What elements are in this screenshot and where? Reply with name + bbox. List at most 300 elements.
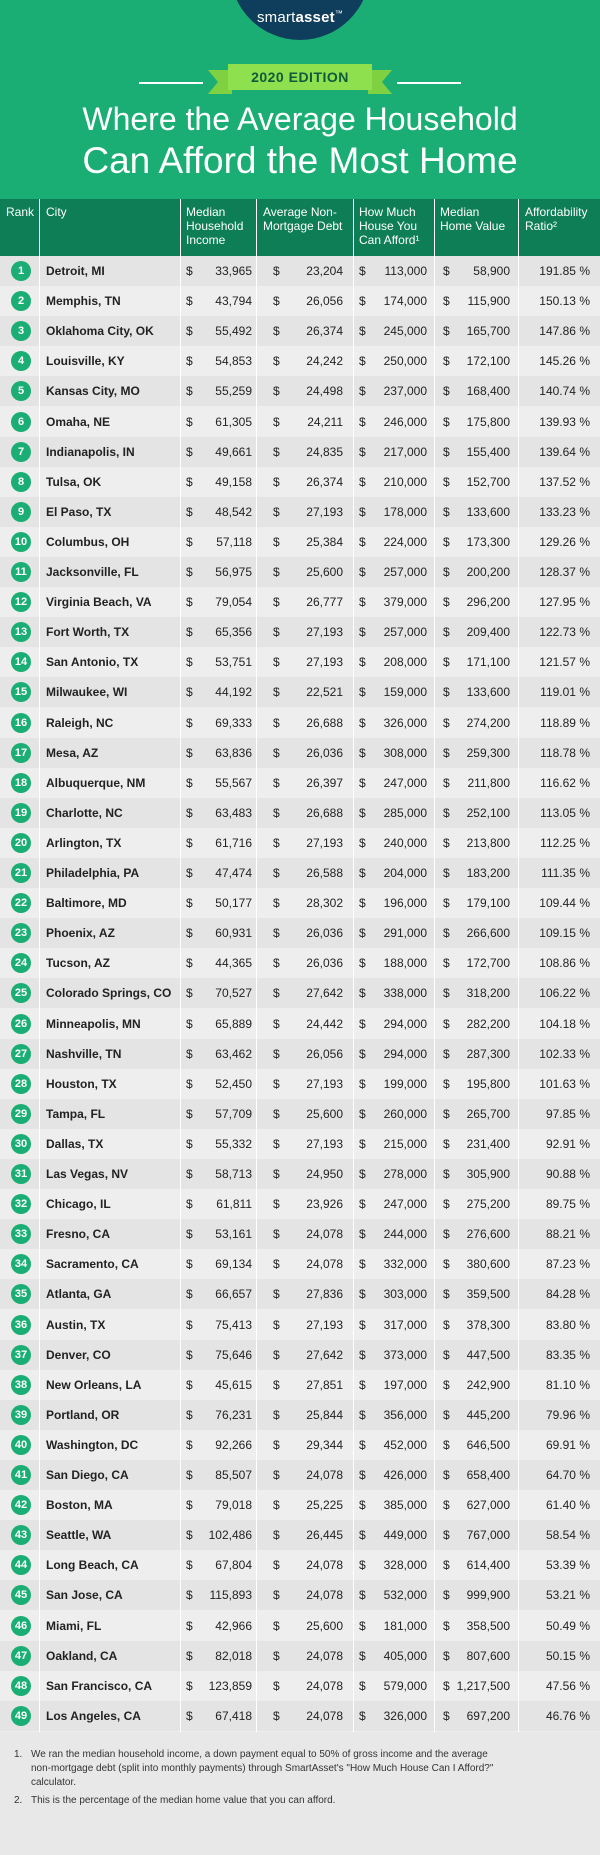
income-currency-symbol: $ xyxy=(186,1016,193,1031)
afford-currency-symbol: $ xyxy=(359,595,366,610)
table-row xyxy=(0,1430,600,1460)
table-row xyxy=(0,467,600,497)
affordability-ratio-value: 53.39 % xyxy=(545,1558,590,1573)
afford-currency-symbol: $ xyxy=(359,1558,366,1573)
home-value-value: 627,000 xyxy=(466,1498,510,1513)
rank-badge: 13 xyxy=(11,622,31,642)
affordability-ratio-value: 88.21 % xyxy=(545,1227,590,1242)
column-divider xyxy=(518,199,519,1732)
income-value: 63,836 xyxy=(215,745,252,760)
debt-currency-symbol: $ xyxy=(273,1468,280,1482)
column-divider xyxy=(39,199,40,1732)
home-value-currency-symbol: $ xyxy=(443,294,450,309)
debt-currency-symbol: $ xyxy=(273,1618,280,1633)
home-value-currency-symbol: $ xyxy=(443,1317,450,1332)
home-value-currency-symbol: $ xyxy=(443,1558,450,1573)
income-value: 55,332 xyxy=(215,1136,252,1151)
city-name: San Jose, CA xyxy=(46,1588,123,1603)
home-value-currency-symbol: $ xyxy=(443,1046,450,1061)
home-value-currency-symbol: $ xyxy=(443,474,450,489)
afford-currency-symbol: $ xyxy=(359,715,366,730)
table-row xyxy=(0,1129,600,1159)
city-name: Albuquerque, NM xyxy=(46,775,146,790)
table-row xyxy=(0,948,600,978)
income-currency-symbol: $ xyxy=(186,354,193,369)
income-value: 61,716 xyxy=(215,835,252,850)
debt-currency-symbol: $ xyxy=(273,1136,280,1151)
debt-currency-symbol: $ xyxy=(273,1167,280,1181)
afford-currency-symbol: $ xyxy=(359,1076,366,1091)
affordability-ratio-value: 118.78 % xyxy=(540,745,590,760)
city-name: Fresno, CA xyxy=(46,1227,111,1242)
afford-value: 332,000 xyxy=(383,1257,427,1272)
afford-currency-symbol: $ xyxy=(359,1167,366,1181)
rank-badge: 37 xyxy=(11,1345,31,1365)
debt-value: 26,445 xyxy=(306,1528,343,1543)
income-value: 85,507 xyxy=(215,1468,252,1482)
home-value-value: 266,600 xyxy=(466,926,510,941)
home-value-value: 358,500 xyxy=(466,1618,510,1633)
afford-value: 208,000 xyxy=(383,655,427,670)
afford-value: 285,000 xyxy=(383,805,427,820)
debt-currency-symbol: $ xyxy=(273,294,280,309)
afford-value: 317,000 xyxy=(383,1317,427,1332)
debt-currency-symbol: $ xyxy=(273,504,280,519)
income-value: 75,646 xyxy=(215,1347,252,1362)
afford-currency-symbol: $ xyxy=(359,384,366,399)
rank-badge: 41 xyxy=(11,1465,31,1485)
city-name: Portland, OR xyxy=(46,1407,120,1422)
debt-currency-symbol: $ xyxy=(273,1588,280,1603)
home-value-value: 378,300 xyxy=(466,1317,510,1332)
affordability-ratio-value: 109.44 % xyxy=(539,896,590,911)
debt-currency-symbol: $ xyxy=(273,805,280,820)
debt-value: 26,374 xyxy=(306,324,343,339)
income-currency-symbol: $ xyxy=(186,715,193,730)
income-value: 44,192 xyxy=(215,685,252,700)
home-value-currency-symbol: $ xyxy=(443,1136,450,1151)
afford-value: 452,000 xyxy=(383,1437,427,1452)
debt-value: 29,344 xyxy=(306,1437,343,1452)
affordability-ratio-value: 89.75 % xyxy=(545,1197,590,1212)
debt-currency-symbol: $ xyxy=(273,926,280,941)
home-value-value: 172,100 xyxy=(466,354,510,369)
income-value: 60,931 xyxy=(215,926,252,941)
rank-badge: 15 xyxy=(11,682,31,702)
header-banner xyxy=(0,0,600,199)
income-value: 102,486 xyxy=(208,1528,252,1543)
city-name: Baltimore, MD xyxy=(46,896,127,911)
rank-badge: 46 xyxy=(11,1616,31,1636)
afford-value: 215,000 xyxy=(383,1136,427,1151)
debt-currency-symbol: $ xyxy=(273,1227,280,1242)
income-currency-symbol: $ xyxy=(186,1437,193,1452)
afford-value: 294,000 xyxy=(383,1046,427,1061)
income-value: 79,018 xyxy=(215,1498,252,1513)
affordability-ratio-value: 84.28 % xyxy=(545,1287,590,1302)
afford-currency-symbol: $ xyxy=(359,775,366,790)
footnote-1-line-3: calculator. xyxy=(31,1777,77,1788)
afford-value: 326,000 xyxy=(383,715,427,730)
income-value: 56,975 xyxy=(215,565,252,579)
afford-value: 328,000 xyxy=(383,1558,427,1573)
rank-badge: 7 xyxy=(11,442,31,462)
debt-value: 26,056 xyxy=(306,1046,343,1061)
affordability-ratio-value: 101.63 % xyxy=(539,1076,590,1091)
table-row xyxy=(0,828,600,858)
income-currency-symbol: $ xyxy=(186,384,193,399)
afford-currency-symbol: $ xyxy=(359,1377,366,1392)
home-value-currency-symbol: $ xyxy=(443,1197,450,1212)
table-row xyxy=(0,346,600,376)
table-row xyxy=(0,527,600,557)
income-currency-symbol: $ xyxy=(186,264,193,278)
home-value-value: 274,200 xyxy=(466,715,510,730)
home-value-currency-symbol: $ xyxy=(443,745,450,760)
rank-badge: 30 xyxy=(11,1134,31,1154)
afford-value: 257,000 xyxy=(383,565,427,579)
home-value-currency-symbol: $ xyxy=(443,1076,450,1091)
afford-value: 426,000 xyxy=(383,1468,427,1482)
afford-currency-symbol: $ xyxy=(359,474,366,489)
afford-currency-symbol: $ xyxy=(359,1046,366,1061)
debt-value: 24,078 xyxy=(306,1678,343,1693)
income-currency-symbol: $ xyxy=(186,565,193,579)
affordability-ratio-value: 121.57 % xyxy=(539,655,590,670)
afford-value: 197,000 xyxy=(383,1377,427,1392)
income-currency-symbol: $ xyxy=(186,1227,193,1242)
home-value-value: 200,200 xyxy=(466,565,510,579)
home-value-value: 445,200 xyxy=(466,1407,510,1422)
footnotes xyxy=(0,1732,600,1855)
city-name: Indianapolis, IN xyxy=(46,444,135,459)
table-row xyxy=(0,1400,600,1430)
city-name: Tucson, AZ xyxy=(46,956,110,971)
logo-text-bold: asset xyxy=(295,9,335,26)
debt-value: 27,193 xyxy=(306,1317,343,1332)
debt-value: 25,600 xyxy=(306,1618,343,1633)
rank-badge: 11 xyxy=(11,562,31,582)
affordability-ratio-value: 106.22 % xyxy=(539,986,590,1001)
debt-currency-symbol: $ xyxy=(273,1046,280,1061)
debt-currency-symbol: $ xyxy=(273,1528,280,1543)
affordability-ratio-value: 119.01 % xyxy=(540,685,590,700)
afford-value: 246,000 xyxy=(383,414,427,429)
afford-value: 245,000 xyxy=(383,324,427,339)
home-value-value: 658,400 xyxy=(466,1468,510,1482)
table-row xyxy=(0,798,600,828)
income-currency-symbol: $ xyxy=(186,1678,193,1693)
affordability-ratio-value: 47.56 % xyxy=(545,1678,590,1693)
debt-value: 24,211 xyxy=(307,414,343,429)
rank-badge: 36 xyxy=(11,1315,31,1335)
afford-currency-symbol: $ xyxy=(359,1708,366,1723)
city-name: Austin, TX xyxy=(46,1317,106,1332)
income-currency-symbol: $ xyxy=(186,896,193,911)
income-currency-symbol: $ xyxy=(186,1648,193,1663)
income-value: 63,483 xyxy=(215,805,252,820)
smartasset-logo xyxy=(230,9,370,26)
debt-currency-symbol: $ xyxy=(273,414,280,429)
rank-badge: 16 xyxy=(11,713,31,733)
city-name: Long Beach, CA xyxy=(46,1558,139,1573)
income-currency-symbol: $ xyxy=(186,534,193,549)
afford-value: 250,000 xyxy=(383,354,427,369)
debt-currency-symbol: $ xyxy=(273,1648,280,1663)
rank-badge: 21 xyxy=(11,863,31,883)
rank-badge: 39 xyxy=(11,1405,31,1425)
column-divider xyxy=(256,199,257,1732)
afford-currency-symbol: $ xyxy=(359,354,366,369)
income-currency-symbol: $ xyxy=(186,1407,193,1422)
column-divider xyxy=(180,199,181,1732)
income-value: 50,177 xyxy=(215,896,252,911)
rank-badge: 10 xyxy=(11,532,31,552)
rank-badge: 42 xyxy=(11,1495,31,1515)
income-value: 55,567 xyxy=(215,775,252,790)
debt-currency-symbol: $ xyxy=(273,775,280,790)
income-value: 123,859 xyxy=(208,1678,252,1693)
affordability-ratio-value: 79.96 % xyxy=(545,1407,590,1422)
rank-badge: 14 xyxy=(11,652,31,672)
city-name: Virginia Beach, VA xyxy=(46,595,152,610)
afford-currency-symbol: $ xyxy=(359,805,366,820)
table-row xyxy=(0,286,600,316)
home-value-currency-symbol: $ xyxy=(443,1648,450,1663)
affordability-ratio-value: 61.40 % xyxy=(545,1498,590,1513)
debt-value: 27,836 xyxy=(306,1287,343,1302)
home-value-value: 999,900 xyxy=(466,1588,510,1603)
home-value-currency-symbol: $ xyxy=(443,1708,450,1723)
affordability-ratio-value: 50.49 % xyxy=(545,1618,590,1633)
income-currency-symbol: $ xyxy=(186,324,193,339)
debt-currency-symbol: $ xyxy=(273,1708,280,1723)
table-row xyxy=(0,738,600,768)
affordability-ratio-value: 108.86 % xyxy=(539,956,590,971)
rank-badge: 33 xyxy=(11,1224,31,1244)
affordability-ratio-value: 109.15 % xyxy=(539,926,590,941)
income-currency-symbol: $ xyxy=(186,926,193,941)
city-name: Omaha, NE xyxy=(46,414,111,429)
home-value-currency-symbol: $ xyxy=(443,805,450,820)
afford-value: 240,000 xyxy=(383,835,427,850)
footnote-2-number: 2. xyxy=(14,1795,23,1806)
rank-badge: 1 xyxy=(11,261,31,281)
affordability-ratio-value: 128.37 % xyxy=(539,565,590,579)
affordability-ratio-value: 113.05 % xyxy=(540,805,590,820)
home-value-value: 209,400 xyxy=(466,625,510,640)
afford-value: 247,000 xyxy=(383,1197,427,1212)
income-currency-symbol: $ xyxy=(186,1317,193,1332)
home-value-value: 252,100 xyxy=(466,805,510,820)
rank-badge: 5 xyxy=(11,381,31,401)
afford-value: 449,000 xyxy=(383,1528,427,1543)
income-value: 53,161 xyxy=(215,1227,252,1242)
city-name: Boston, MA xyxy=(46,1498,113,1513)
home-value-value: 767,000 xyxy=(466,1528,510,1543)
table-row xyxy=(0,1340,600,1370)
home-value-currency-symbol: $ xyxy=(443,1377,450,1392)
table-row xyxy=(0,1310,600,1340)
affordability-ratio-value: 150.13 % xyxy=(539,294,590,309)
home-value-currency-symbol: $ xyxy=(443,655,450,670)
affordability-ratio-value: 111.35 % xyxy=(541,866,590,880)
city-name: Oakland, CA xyxy=(46,1648,118,1663)
debt-value: 26,688 xyxy=(306,715,343,730)
affordability-ratio-value: 87.23 % xyxy=(545,1257,590,1272)
affordability-ratio-value: 118.89 % xyxy=(540,715,590,730)
debt-value: 25,225 xyxy=(306,1498,343,1513)
afford-currency-symbol: $ xyxy=(359,986,366,1001)
afford-currency-symbol: $ xyxy=(359,685,366,700)
home-value-currency-symbol: $ xyxy=(443,775,450,790)
home-value-value: 296,200 xyxy=(466,595,510,610)
afford-currency-symbol: $ xyxy=(359,625,366,640)
income-currency-symbol: $ xyxy=(186,805,193,820)
debt-value: 27,851 xyxy=(306,1377,343,1392)
table-row xyxy=(0,1580,600,1610)
debt-currency-symbol: $ xyxy=(273,1287,280,1302)
table-row xyxy=(0,1069,600,1099)
afford-currency-symbol: $ xyxy=(359,1106,366,1121)
afford-currency-symbol: $ xyxy=(359,534,366,549)
rank-badge: 23 xyxy=(11,923,31,943)
rank-badge: 25 xyxy=(11,983,31,1003)
city-name: Tulsa, OK xyxy=(46,474,102,489)
affordability-ratio-value: 50.15 % xyxy=(545,1648,590,1663)
debt-currency-symbol: $ xyxy=(273,354,280,369)
city-name: Columbus, OH xyxy=(46,534,130,549)
home-value-currency-symbol: $ xyxy=(443,1618,450,1633)
afford-value: 199,000 xyxy=(383,1076,427,1091)
income-value: 52,450 xyxy=(215,1076,252,1091)
debt-currency-symbol: $ xyxy=(273,835,280,850)
affordability-ratio-value: 145.26 % xyxy=(539,354,590,369)
city-name: Mesa, AZ xyxy=(46,745,99,760)
affordability-ratio-value: 64.70 % xyxy=(545,1468,590,1482)
afford-value: 278,000 xyxy=(383,1167,427,1181)
city-name: Louisville, KY xyxy=(46,354,125,369)
footnote-1-number: 1. xyxy=(14,1749,23,1760)
city-name: Memphis, TN xyxy=(46,294,121,309)
afford-value: 174,000 xyxy=(383,294,427,309)
table-row xyxy=(0,1189,600,1219)
afford-currency-symbol: $ xyxy=(359,1588,366,1603)
home-value-value: 807,600 xyxy=(466,1648,510,1663)
table-row xyxy=(0,1520,600,1550)
rank-badge: 40 xyxy=(11,1435,31,1455)
debt-currency-symbol: $ xyxy=(273,625,280,640)
debt-value: 26,036 xyxy=(306,956,343,971)
affordability-ratio-value: 191.85 % xyxy=(539,264,590,278)
debt-value: 27,642 xyxy=(306,1347,343,1362)
home-value-value: 276,600 xyxy=(466,1227,510,1242)
income-value: 75,413 xyxy=(215,1317,252,1332)
income-value: 61,811 xyxy=(216,1197,252,1212)
afford-currency-symbol: $ xyxy=(359,444,366,459)
home-value-currency-symbol: $ xyxy=(443,1347,450,1362)
affordability-ratio-value: 133.23 % xyxy=(539,504,590,519)
home-value-value: 115,900 xyxy=(467,294,510,309)
income-currency-symbol: $ xyxy=(186,1468,193,1482)
home-value-currency-symbol: $ xyxy=(443,1528,450,1543)
debt-currency-symbol: $ xyxy=(273,1257,280,1272)
income-value: 69,333 xyxy=(215,715,252,730)
income-value: 49,661 xyxy=(215,444,252,459)
income-currency-symbol: $ xyxy=(186,685,193,700)
table-row xyxy=(0,768,600,798)
income-value: 57,118 xyxy=(216,534,252,549)
debt-currency-symbol: $ xyxy=(273,956,280,971)
rank-badge: 8 xyxy=(11,472,31,492)
home-value-value: 275,200 xyxy=(466,1197,510,1212)
table-row xyxy=(0,1490,600,1520)
home-value-value: 133,600 xyxy=(466,685,510,700)
debt-value: 24,078 xyxy=(306,1227,343,1242)
afford-value: 196,000 xyxy=(383,896,427,911)
income-currency-symbol: $ xyxy=(186,1076,193,1091)
afford-value: 237,000 xyxy=(383,384,427,399)
col-header-income: Median Household Income xyxy=(186,205,244,247)
debt-value: 27,193 xyxy=(306,655,343,670)
rank-badge: 26 xyxy=(11,1014,31,1034)
debt-value: 23,204 xyxy=(306,264,343,278)
rank-badge: 2 xyxy=(11,291,31,311)
city-name: Milwaukee, WI xyxy=(46,685,128,700)
debt-value: 26,397 xyxy=(306,775,343,790)
income-value: 67,418 xyxy=(215,1708,252,1723)
home-value-value: 359,500 xyxy=(466,1287,510,1302)
income-currency-symbol: $ xyxy=(186,625,193,640)
city-name: New Orleans, LA xyxy=(46,1377,142,1392)
table-header xyxy=(0,199,600,256)
income-value: 54,853 xyxy=(215,354,252,369)
income-value: 55,492 xyxy=(215,324,252,339)
home-value-value: 195,800 xyxy=(466,1076,510,1091)
table-row xyxy=(0,918,600,948)
home-value-value: 183,200 xyxy=(466,866,510,880)
table-row xyxy=(0,1039,600,1069)
home-value-currency-symbol: $ xyxy=(443,896,450,911)
afford-currency-symbol: $ xyxy=(359,866,366,880)
home-value-currency-symbol: $ xyxy=(443,1106,450,1121)
home-value-value: 646,500 xyxy=(466,1437,510,1452)
col-header-afford: How Much House You Can Afford¹ xyxy=(359,205,420,247)
home-value-currency-symbol: $ xyxy=(443,1407,450,1422)
income-value: 115,893 xyxy=(209,1588,252,1603)
affordability-ratio-value: 139.64 % xyxy=(539,444,590,459)
afford-value: 244,000 xyxy=(383,1227,427,1242)
affordability-ratio-value: 116.62 % xyxy=(540,775,590,790)
income-currency-symbol: $ xyxy=(186,866,193,880)
city-name: Chicago, IL xyxy=(46,1197,111,1212)
home-value-currency-symbol: $ xyxy=(443,595,450,610)
home-value-currency-symbol: $ xyxy=(443,1167,450,1181)
debt-value: 25,384 xyxy=(306,534,343,549)
income-value: 42,966 xyxy=(215,1618,252,1633)
logo-tm: ™ xyxy=(334,9,344,18)
debt-value: 24,078 xyxy=(306,1558,343,1573)
debt-currency-symbol: $ xyxy=(273,1016,280,1031)
table-row xyxy=(0,677,600,707)
rank-badge: 45 xyxy=(11,1585,31,1605)
debt-value: 27,193 xyxy=(306,1076,343,1091)
affordability-ratio-value: 90.88 % xyxy=(545,1167,590,1181)
rank-badge: 6 xyxy=(11,412,31,432)
table-row xyxy=(0,1370,600,1400)
debt-currency-symbol: $ xyxy=(273,384,280,399)
income-value: 53,751 xyxy=(215,655,252,670)
